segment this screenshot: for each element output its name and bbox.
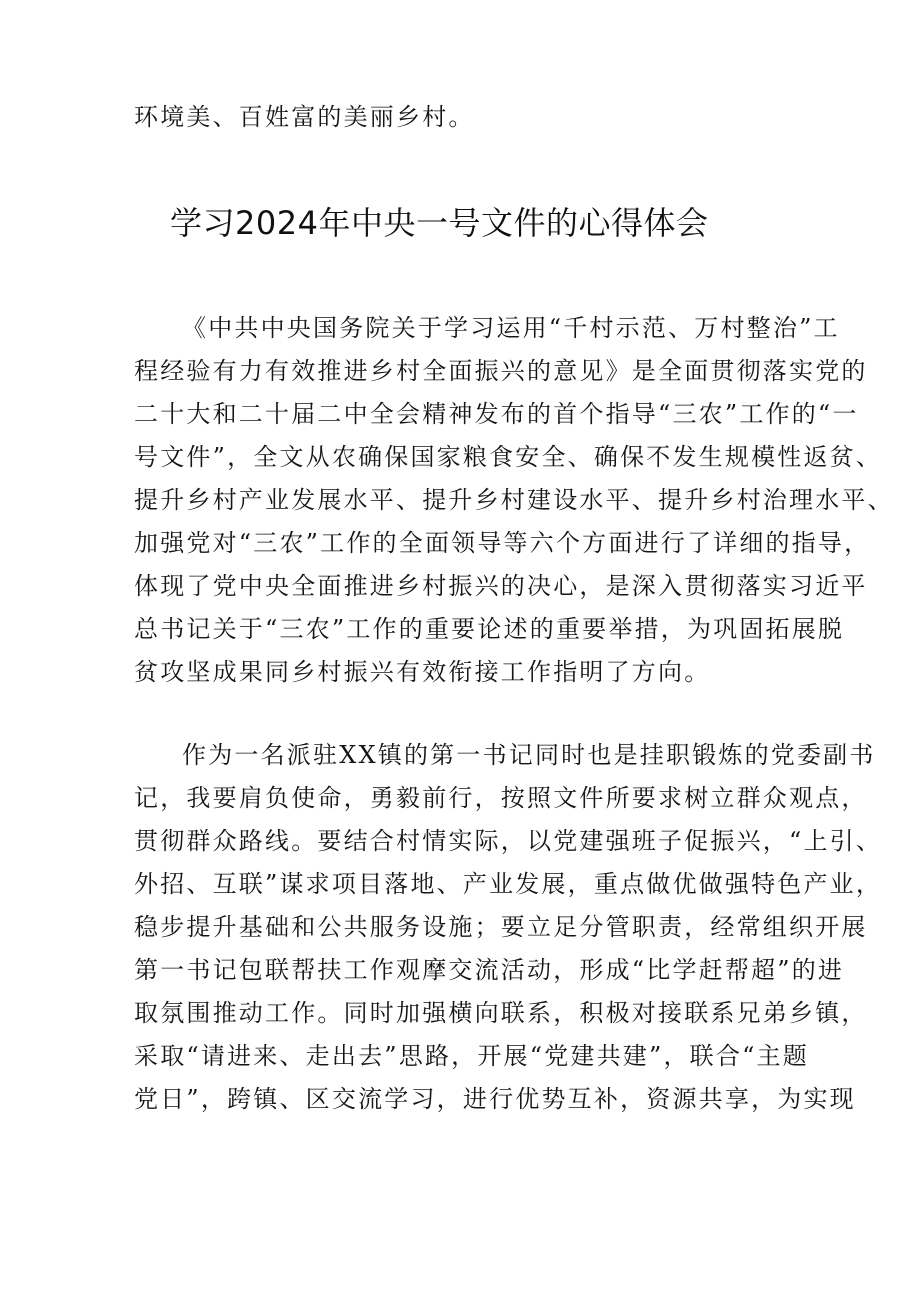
paragraph-line: 总书记关于“三农”工作的重要论述的重要举措，为巩固拓展脱 [134, 615, 845, 643]
paragraph-line: 《中共中央国务院关于学习运用“千村示范、万村整治”工 [182, 314, 840, 342]
paragraph-line: 加强党对“三农”工作的全面领导等六个方面进行了详细的指导， [134, 529, 871, 557]
paragraph-line: 采取“请进来、走出去”思路，开展“党建共建”，联合“主题 [134, 1042, 809, 1070]
paragraph-line: 贯彻群众路线。要结合村情实际，以党建强班子促振兴，“上引、 [134, 827, 883, 855]
paragraph-line: 二十大和二十届二中全会精神发布的首个指导“三农”工作的“一 [134, 400, 859, 428]
paragraph-line: 提升乡村产业发展水平、提升乡村建设水平、提升乡村治理水平、 [134, 486, 894, 514]
paragraph-line: 贫攻坚成果同乡村振兴有效衔接工作指明了方向。 [134, 658, 711, 686]
paragraph-line: 号文件”，全文从农确保国家粮食安全、确保不发生规模性返贫、 [134, 443, 883, 471]
paragraph-line: 稳步提升基础和公共服务设施；要立足分管职责，经常组织开展 [134, 913, 868, 941]
paragraph-line: 取氛围推动工作。同时加强横向联系，积极对接联系兄弟乡镇， [134, 999, 868, 1027]
paragraph-line: 记，我要肩负使命，勇毅前行，按照文件所要求树立群众观点， [134, 784, 868, 812]
paragraph-line: 外招、互联”谋求项目落地、产业发展，重点做优做强特色产业， [134, 870, 883, 898]
paragraph-line: 作为一名派驻XX镇的第一书记同时也是挂职锻炼的党委副书 [182, 741, 876, 769]
lead-line: 环境美、百姓富的美丽乡村。 [134, 103, 475, 131]
paragraph-line: 体现了党中央全面推进乡村振兴的决心，是深入贯彻落实习近平 [134, 572, 868, 600]
paragraph-line: 程经验有力有效推进乡村全面振兴的意见》是全面贯彻落实党的 [134, 357, 868, 385]
paragraph-line: 第一书记包联帮扶工作观摩交流活动，形成“比学赶帮超”的进 [134, 956, 845, 984]
page-title: 学习2024年中央一号文件的心得体会 [170, 204, 709, 242]
paragraph-line: 党日”，跨镇、区交流学习，进行优势互补，资源共享，为实现 [134, 1085, 856, 1113]
